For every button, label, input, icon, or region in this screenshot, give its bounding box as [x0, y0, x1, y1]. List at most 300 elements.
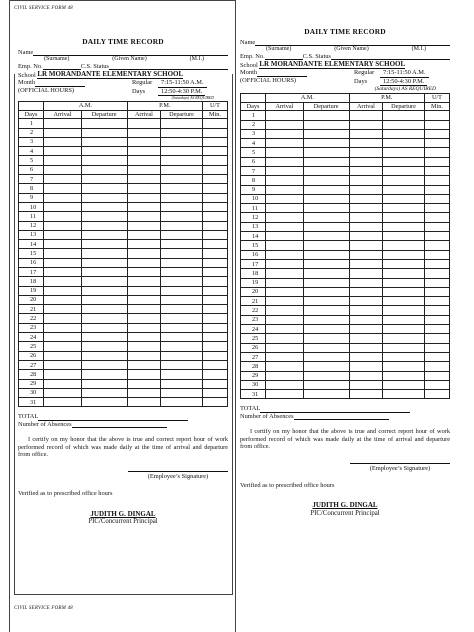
- undertime-cell[interactable]: [202, 314, 227, 323]
- undertime-cell[interactable]: [202, 128, 227, 137]
- undertime-cell[interactable]: [424, 380, 449, 389]
- undertime-cell[interactable]: [202, 156, 227, 165]
- am-departure-cell[interactable]: [303, 269, 349, 278]
- am-departure-cell[interactable]: [81, 193, 127, 202]
- am-arrival-cell[interactable]: [266, 371, 304, 380]
- undertime-cell[interactable]: [202, 333, 227, 342]
- am-arrival-cell[interactable]: [266, 120, 304, 129]
- undertime-cell[interactable]: [424, 352, 449, 361]
- am-departure-cell[interactable]: [303, 176, 349, 185]
- pm-departure-cell[interactable]: [383, 111, 425, 120]
- am-departure-cell[interactable]: [303, 250, 349, 259]
- am-departure-cell[interactable]: [303, 371, 349, 380]
- pm-arrival-cell[interactable]: [349, 325, 382, 334]
- am-arrival-cell[interactable]: [44, 286, 82, 295]
- am-departure-cell[interactable]: [81, 342, 127, 351]
- undertime-cell[interactable]: [202, 370, 227, 379]
- am-departure-cell[interactable]: [303, 232, 349, 241]
- undertime-cell[interactable]: [424, 185, 449, 194]
- undertime-cell[interactable]: [202, 193, 227, 202]
- pm-departure-cell[interactable]: [161, 147, 203, 156]
- am-departure-cell[interactable]: [303, 297, 349, 306]
- undertime-cell[interactable]: [424, 362, 449, 371]
- pm-arrival-cell[interactable]: [127, 351, 160, 360]
- am-arrival-cell[interactable]: [44, 147, 82, 156]
- pm-arrival-cell[interactable]: [127, 323, 160, 332]
- am-departure-cell[interactable]: [81, 137, 127, 146]
- am-departure-cell[interactable]: [81, 398, 127, 407]
- am-departure-cell[interactable]: [81, 165, 127, 174]
- pm-arrival-cell[interactable]: [127, 333, 160, 342]
- undertime-cell[interactable]: [424, 390, 449, 399]
- am-departure-cell[interactable]: [303, 194, 349, 203]
- pm-departure-cell[interactable]: [383, 194, 425, 203]
- am-arrival-cell[interactable]: [44, 370, 82, 379]
- pm-departure-cell[interactable]: [161, 268, 203, 277]
- pm-arrival-cell[interactable]: [127, 119, 160, 128]
- am-arrival-cell[interactable]: [44, 202, 82, 211]
- undertime-cell[interactable]: [202, 119, 227, 128]
- pm-departure-cell[interactable]: [383, 343, 425, 352]
- am-departure-cell[interactable]: [81, 258, 127, 267]
- pm-departure-cell[interactable]: [161, 202, 203, 211]
- pm-departure-cell[interactable]: [161, 342, 203, 351]
- pm-departure-cell[interactable]: [161, 379, 203, 388]
- am-departure-cell[interactable]: [303, 120, 349, 129]
- pm-arrival-cell[interactable]: [127, 240, 160, 249]
- am-departure-cell[interactable]: [81, 147, 127, 156]
- am-departure-cell[interactable]: [303, 157, 349, 166]
- pm-departure-cell[interactable]: [383, 213, 425, 222]
- am-arrival-cell[interactable]: [44, 398, 82, 407]
- pm-departure-cell[interactable]: [161, 137, 203, 146]
- am-departure-cell[interactable]: [303, 278, 349, 287]
- am-arrival-cell[interactable]: [44, 342, 82, 351]
- am-arrival-cell[interactable]: [44, 221, 82, 230]
- total-field[interactable]: [260, 405, 410, 412]
- pm-departure-cell[interactable]: [383, 269, 425, 278]
- pm-departure-cell[interactable]: [161, 156, 203, 165]
- undertime-cell[interactable]: [202, 175, 227, 184]
- am-arrival-cell[interactable]: [266, 343, 304, 352]
- am-arrival-cell[interactable]: [44, 240, 82, 249]
- pm-arrival-cell[interactable]: [127, 212, 160, 221]
- undertime-cell[interactable]: [424, 334, 449, 343]
- pm-departure-cell[interactable]: [383, 185, 425, 194]
- pm-arrival-cell[interactable]: [349, 241, 382, 250]
- am-departure-cell[interactable]: [81, 156, 127, 165]
- undertime-cell[interactable]: [424, 232, 449, 241]
- pm-departure-cell[interactable]: [383, 371, 425, 380]
- pm-departure-cell[interactable]: [383, 334, 425, 343]
- pm-departure-cell[interactable]: [383, 287, 425, 296]
- pm-departure-cell[interactable]: [161, 323, 203, 332]
- pm-departure-cell[interactable]: [161, 351, 203, 360]
- am-departure-cell[interactable]: [81, 184, 127, 193]
- am-departure-cell[interactable]: [303, 390, 349, 399]
- am-arrival-cell[interactable]: [266, 176, 304, 185]
- undertime-cell[interactable]: [424, 129, 449, 138]
- pm-departure-cell[interactable]: [383, 362, 425, 371]
- pm-arrival-cell[interactable]: [349, 129, 382, 138]
- undertime-cell[interactable]: [424, 325, 449, 334]
- absences-field[interactable]: [72, 421, 167, 428]
- undertime-cell[interactable]: [202, 221, 227, 230]
- undertime-cell[interactable]: [202, 277, 227, 286]
- pm-departure-cell[interactable]: [383, 297, 425, 306]
- pm-arrival-cell[interactable]: [349, 204, 382, 213]
- pm-arrival-cell[interactable]: [349, 139, 382, 148]
- undertime-cell[interactable]: [424, 176, 449, 185]
- undertime-cell[interactable]: [424, 371, 449, 380]
- pm-departure-cell[interactable]: [161, 286, 203, 295]
- am-arrival-cell[interactable]: [266, 278, 304, 287]
- undertime-cell[interactable]: [202, 184, 227, 193]
- pm-arrival-cell[interactable]: [349, 315, 382, 324]
- am-arrival-cell[interactable]: [266, 325, 304, 334]
- am-arrival-cell[interactable]: [266, 213, 304, 222]
- pm-arrival-cell[interactable]: [349, 120, 382, 129]
- pm-departure-cell[interactable]: [161, 212, 203, 221]
- pm-arrival-cell[interactable]: [349, 287, 382, 296]
- am-departure-cell[interactable]: [81, 333, 127, 342]
- am-departure-cell[interactable]: [81, 221, 127, 230]
- pm-arrival-cell[interactable]: [349, 185, 382, 194]
- am-arrival-cell[interactable]: [44, 193, 82, 202]
- pm-arrival-cell[interactable]: [127, 379, 160, 388]
- pm-arrival-cell[interactable]: [349, 148, 382, 157]
- pm-arrival-cell[interactable]: [349, 297, 382, 306]
- undertime-cell[interactable]: [424, 194, 449, 203]
- am-arrival-cell[interactable]: [266, 380, 304, 389]
- am-arrival-cell[interactable]: [44, 156, 82, 165]
- pm-arrival-cell[interactable]: [127, 202, 160, 211]
- am-arrival-cell[interactable]: [266, 111, 304, 120]
- total-field[interactable]: [38, 413, 188, 420]
- am-arrival-cell[interactable]: [266, 194, 304, 203]
- pm-departure-cell[interactable]: [383, 306, 425, 315]
- am-arrival-cell[interactable]: [266, 297, 304, 306]
- am-departure-cell[interactable]: [303, 380, 349, 389]
- am-departure-cell[interactable]: [303, 241, 349, 250]
- undertime-cell[interactable]: [202, 202, 227, 211]
- pm-departure-cell[interactable]: [383, 166, 425, 175]
- am-arrival-cell[interactable]: [44, 184, 82, 193]
- pm-arrival-cell[interactable]: [127, 249, 160, 258]
- pm-departure-cell[interactable]: [383, 176, 425, 185]
- pm-arrival-cell[interactable]: [127, 221, 160, 230]
- pm-arrival-cell[interactable]: [349, 259, 382, 268]
- pm-arrival-cell[interactable]: [349, 176, 382, 185]
- undertime-cell[interactable]: [424, 278, 449, 287]
- undertime-cell[interactable]: [202, 249, 227, 258]
- pm-departure-cell[interactable]: [161, 165, 203, 174]
- pm-arrival-cell[interactable]: [127, 360, 160, 369]
- am-arrival-cell[interactable]: [266, 185, 304, 194]
- pm-departure-cell[interactable]: [383, 380, 425, 389]
- pm-arrival-cell[interactable]: [349, 222, 382, 231]
- am-arrival-cell[interactable]: [44, 230, 82, 239]
- am-arrival-cell[interactable]: [44, 360, 82, 369]
- undertime-cell[interactable]: [424, 166, 449, 175]
- pm-arrival-cell[interactable]: [349, 111, 382, 120]
- am-arrival-cell[interactable]: [266, 287, 304, 296]
- pm-arrival-cell[interactable]: [127, 137, 160, 146]
- undertime-cell[interactable]: [202, 268, 227, 277]
- am-arrival-cell[interactable]: [44, 258, 82, 267]
- am-arrival-cell[interactable]: [44, 277, 82, 286]
- pm-arrival-cell[interactable]: [127, 277, 160, 286]
- am-departure-cell[interactable]: [303, 334, 349, 343]
- pm-arrival-cell[interactable]: [349, 352, 382, 361]
- pm-arrival-cell[interactable]: [349, 250, 382, 259]
- undertime-cell[interactable]: [202, 286, 227, 295]
- am-departure-cell[interactable]: [303, 315, 349, 324]
- am-departure-cell[interactable]: [81, 277, 127, 286]
- pm-departure-cell[interactable]: [383, 232, 425, 241]
- am-arrival-cell[interactable]: [266, 390, 304, 399]
- pm-arrival-cell[interactable]: [127, 370, 160, 379]
- pm-departure-cell[interactable]: [383, 139, 425, 148]
- undertime-cell[interactable]: [424, 213, 449, 222]
- pm-departure-cell[interactable]: [161, 314, 203, 323]
- am-departure-cell[interactable]: [303, 139, 349, 148]
- am-departure-cell[interactable]: [81, 370, 127, 379]
- am-arrival-cell[interactable]: [266, 232, 304, 241]
- pm-departure-cell[interactable]: [383, 250, 425, 259]
- am-arrival-cell[interactable]: [266, 315, 304, 324]
- am-arrival-cell[interactable]: [266, 139, 304, 148]
- undertime-cell[interactable]: [424, 343, 449, 352]
- undertime-cell[interactable]: [424, 148, 449, 157]
- undertime-cell[interactable]: [424, 241, 449, 250]
- pm-arrival-cell[interactable]: [349, 213, 382, 222]
- am-departure-cell[interactable]: [81, 212, 127, 221]
- undertime-cell[interactable]: [424, 139, 449, 148]
- undertime-cell[interactable]: [424, 297, 449, 306]
- am-arrival-cell[interactable]: [44, 128, 82, 137]
- am-departure-cell[interactable]: [81, 240, 127, 249]
- pm-departure-cell[interactable]: [383, 352, 425, 361]
- pm-arrival-cell[interactable]: [127, 388, 160, 397]
- pm-departure-cell[interactable]: [161, 249, 203, 258]
- am-departure-cell[interactable]: [303, 306, 349, 315]
- undertime-cell[interactable]: [424, 111, 449, 120]
- undertime-cell[interactable]: [424, 269, 449, 278]
- pm-departure-cell[interactable]: [161, 258, 203, 267]
- pm-departure-cell[interactable]: [161, 370, 203, 379]
- am-arrival-cell[interactable]: [44, 249, 82, 258]
- undertime-cell[interactable]: [202, 388, 227, 397]
- pm-arrival-cell[interactable]: [127, 175, 160, 184]
- am-arrival-cell[interactable]: [44, 175, 82, 184]
- pm-arrival-cell[interactable]: [127, 165, 160, 174]
- undertime-cell[interactable]: [424, 306, 449, 315]
- pm-arrival-cell[interactable]: [127, 184, 160, 193]
- absences-field[interactable]: [294, 413, 389, 420]
- am-departure-cell[interactable]: [303, 213, 349, 222]
- undertime-cell[interactable]: [202, 165, 227, 174]
- undertime-cell[interactable]: [202, 230, 227, 239]
- pm-arrival-cell[interactable]: [349, 343, 382, 352]
- am-arrival-cell[interactable]: [266, 222, 304, 231]
- am-departure-cell[interactable]: [303, 129, 349, 138]
- undertime-cell[interactable]: [424, 259, 449, 268]
- pm-departure-cell[interactable]: [383, 157, 425, 166]
- undertime-cell[interactable]: [424, 204, 449, 213]
- undertime-cell[interactable]: [424, 120, 449, 129]
- am-arrival-cell[interactable]: [266, 259, 304, 268]
- pm-departure-cell[interactable]: [383, 129, 425, 138]
- pm-arrival-cell[interactable]: [349, 371, 382, 380]
- am-departure-cell[interactable]: [303, 148, 349, 157]
- am-arrival-cell[interactable]: [44, 165, 82, 174]
- am-arrival-cell[interactable]: [44, 137, 82, 146]
- undertime-cell[interactable]: [202, 360, 227, 369]
- pm-arrival-cell[interactable]: [127, 398, 160, 407]
- am-departure-cell[interactable]: [303, 362, 349, 371]
- pm-arrival-cell[interactable]: [349, 390, 382, 399]
- am-departure-cell[interactable]: [81, 286, 127, 295]
- undertime-cell[interactable]: [202, 137, 227, 146]
- am-arrival-cell[interactable]: [266, 166, 304, 175]
- am-departure-cell[interactable]: [81, 379, 127, 388]
- am-arrival-cell[interactable]: [44, 388, 82, 397]
- am-arrival-cell[interactable]: [266, 306, 304, 315]
- am-departure-cell[interactable]: [81, 119, 127, 128]
- am-departure-cell[interactable]: [81, 388, 127, 397]
- am-arrival-cell[interactable]: [44, 119, 82, 128]
- am-arrival-cell[interactable]: [44, 314, 82, 323]
- am-departure-cell[interactable]: [81, 305, 127, 314]
- am-departure-cell[interactable]: [303, 111, 349, 120]
- undertime-cell[interactable]: [424, 315, 449, 324]
- pm-arrival-cell[interactable]: [127, 286, 160, 295]
- pm-departure-cell[interactable]: [161, 333, 203, 342]
- am-departure-cell[interactable]: [81, 202, 127, 211]
- pm-departure-cell[interactable]: [161, 119, 203, 128]
- undertime-cell[interactable]: [424, 287, 449, 296]
- am-departure-cell[interactable]: [303, 185, 349, 194]
- pm-departure-cell[interactable]: [161, 360, 203, 369]
- am-departure-cell[interactable]: [303, 325, 349, 334]
- pm-departure-cell[interactable]: [161, 277, 203, 286]
- am-departure-cell[interactable]: [303, 204, 349, 213]
- am-departure-cell[interactable]: [81, 351, 127, 360]
- pm-arrival-cell[interactable]: [349, 269, 382, 278]
- pm-departure-cell[interactable]: [383, 148, 425, 157]
- pm-arrival-cell[interactable]: [127, 268, 160, 277]
- undertime-cell[interactable]: [202, 351, 227, 360]
- pm-departure-cell[interactable]: [383, 222, 425, 231]
- am-arrival-cell[interactable]: [266, 334, 304, 343]
- pm-arrival-cell[interactable]: [127, 193, 160, 202]
- pm-arrival-cell[interactable]: [127, 295, 160, 304]
- am-departure-cell[interactable]: [81, 175, 127, 184]
- pm-departure-cell[interactable]: [161, 305, 203, 314]
- am-arrival-cell[interactable]: [44, 268, 82, 277]
- pm-departure-cell[interactable]: [161, 240, 203, 249]
- pm-departure-cell[interactable]: [161, 221, 203, 230]
- pm-arrival-cell[interactable]: [127, 128, 160, 137]
- pm-departure-cell[interactable]: [383, 325, 425, 334]
- am-departure-cell[interactable]: [303, 287, 349, 296]
- am-arrival-cell[interactable]: [266, 241, 304, 250]
- am-departure-cell[interactable]: [303, 343, 349, 352]
- am-arrival-cell[interactable]: [266, 129, 304, 138]
- pm-arrival-cell[interactable]: [349, 194, 382, 203]
- am-departure-cell[interactable]: [81, 360, 127, 369]
- am-arrival-cell[interactable]: [44, 323, 82, 332]
- pm-departure-cell[interactable]: [161, 128, 203, 137]
- pm-arrival-cell[interactable]: [349, 232, 382, 241]
- pm-departure-cell[interactable]: [383, 315, 425, 324]
- am-departure-cell[interactable]: [81, 323, 127, 332]
- undertime-cell[interactable]: [202, 305, 227, 314]
- pm-departure-cell[interactable]: [383, 259, 425, 268]
- pm-arrival-cell[interactable]: [349, 278, 382, 287]
- pm-departure-cell[interactable]: [161, 230, 203, 239]
- am-arrival-cell[interactable]: [44, 212, 82, 221]
- pm-arrival-cell[interactable]: [349, 306, 382, 315]
- pm-departure-cell[interactable]: [383, 390, 425, 399]
- pm-departure-cell[interactable]: [161, 295, 203, 304]
- am-arrival-cell[interactable]: [266, 250, 304, 259]
- am-departure-cell[interactable]: [303, 166, 349, 175]
- undertime-cell[interactable]: [202, 342, 227, 351]
- pm-departure-cell[interactable]: [161, 193, 203, 202]
- am-departure-cell[interactable]: [81, 249, 127, 258]
- am-departure-cell[interactable]: [303, 352, 349, 361]
- am-departure-cell[interactable]: [81, 295, 127, 304]
- pm-departure-cell[interactable]: [161, 175, 203, 184]
- pm-arrival-cell[interactable]: [127, 147, 160, 156]
- pm-departure-cell[interactable]: [383, 241, 425, 250]
- undertime-cell[interactable]: [202, 398, 227, 407]
- pm-arrival-cell[interactable]: [127, 230, 160, 239]
- pm-arrival-cell[interactable]: [349, 362, 382, 371]
- undertime-cell[interactable]: [202, 240, 227, 249]
- pm-arrival-cell[interactable]: [349, 166, 382, 175]
- undertime-cell[interactable]: [202, 379, 227, 388]
- am-arrival-cell[interactable]: [266, 269, 304, 278]
- pm-departure-cell[interactable]: [383, 204, 425, 213]
- pm-arrival-cell[interactable]: [127, 314, 160, 323]
- am-departure-cell[interactable]: [81, 314, 127, 323]
- am-arrival-cell[interactable]: [266, 362, 304, 371]
- pm-departure-cell[interactable]: [161, 184, 203, 193]
- am-departure-cell[interactable]: [303, 222, 349, 231]
- undertime-cell[interactable]: [424, 222, 449, 231]
- am-departure-cell[interactable]: [81, 268, 127, 277]
- am-arrival-cell[interactable]: [266, 204, 304, 213]
- undertime-cell[interactable]: [202, 258, 227, 267]
- undertime-cell[interactable]: [202, 147, 227, 156]
- am-departure-cell[interactable]: [303, 259, 349, 268]
- am-departure-cell[interactable]: [81, 230, 127, 239]
- pm-departure-cell[interactable]: [161, 388, 203, 397]
- am-arrival-cell[interactable]: [266, 157, 304, 166]
- am-arrival-cell[interactable]: [44, 351, 82, 360]
- pm-arrival-cell[interactable]: [349, 380, 382, 389]
- pm-arrival-cell[interactable]: [127, 258, 160, 267]
- am-arrival-cell[interactable]: [44, 333, 82, 342]
- am-departure-cell[interactable]: [81, 128, 127, 137]
- pm-arrival-cell[interactable]: [127, 156, 160, 165]
- pm-arrival-cell[interactable]: [349, 334, 382, 343]
- am-arrival-cell[interactable]: [266, 352, 304, 361]
- am-arrival-cell[interactable]: [44, 379, 82, 388]
